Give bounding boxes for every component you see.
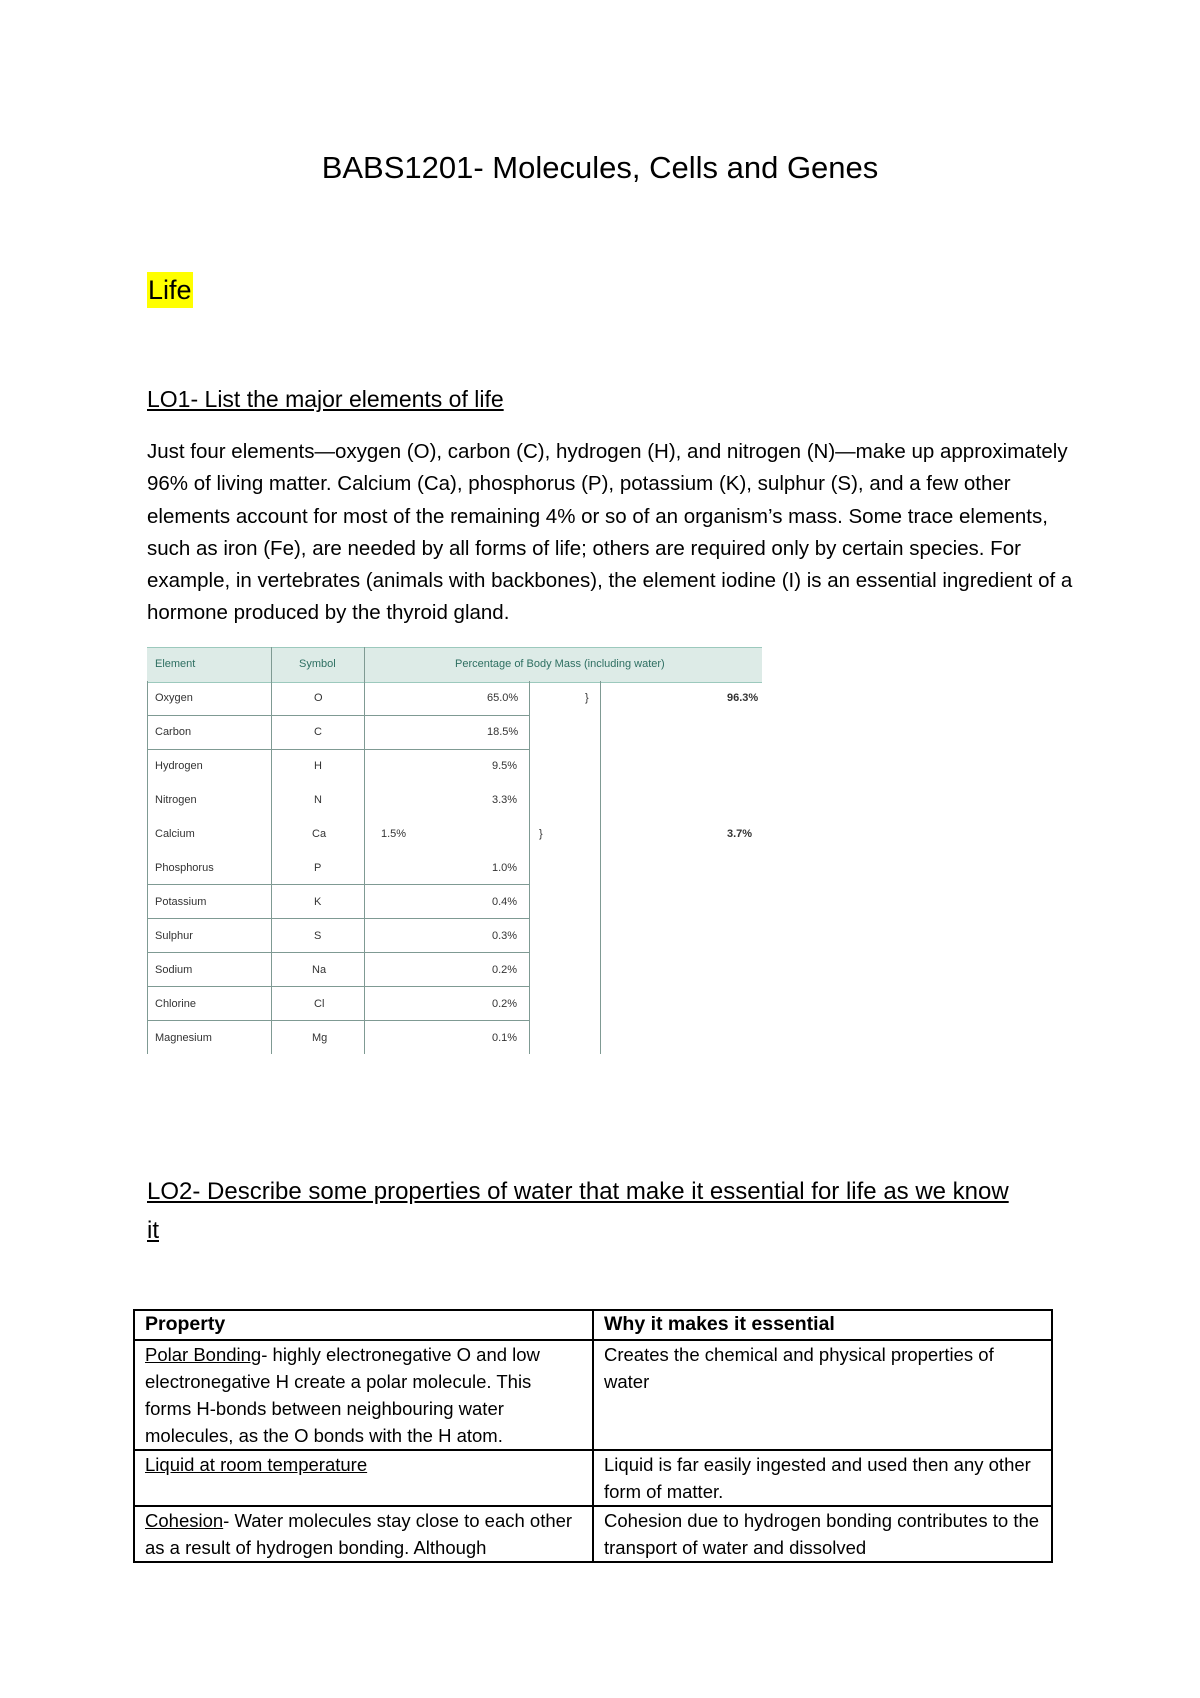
header-symbol: Symbol [299, 658, 336, 670]
element-symbol: S [314, 930, 322, 942]
table-row [134, 1340, 1052, 1450]
why-cell: Creates the chemical and physical properties of water [593, 1340, 1052, 1450]
element-symbol: N [314, 794, 322, 806]
grid-line [600, 681, 601, 1054]
element-name: Sulphur [155, 930, 193, 942]
why-cell: Liquid is far easily ingested and used then any other form of matter. [593, 1450, 1052, 1506]
why-text: Cohesion due to hydrogen bonding contributes to the transport of water and dissolved [604, 1510, 1040, 1558]
element-symbol: Ca [312, 828, 327, 840]
lo1-paragraph: Just four elements—oxygen (O), carbon (C), hydrogen (H), and nitrogen (N)—make up approximately 96% of living matter. Calcium (Ca), phosphorus (P), potassium (K), sulphur (S), and a few other elements account for most of the remaining 4% or so of an organism’s mass. Some trace elements, such as iron (Fe), are needed by all forms of life; others are required only by certain species. For example, in vertebrates (animals with backbones), the element iodine (I) is an essential ingredient of a hormone produced by the thyroid gland. [147, 440, 1073, 625]
element-symbol: H [314, 760, 322, 772]
element-percent: 0.4% [492, 896, 518, 908]
element-name: Magnesium [155, 1032, 212, 1044]
element-symbol: K [314, 896, 322, 908]
lo1-heading: LO1- List the major elements of life [147, 386, 504, 412]
group-total-major: 96.3% [727, 692, 759, 704]
document-title: BABS1201- Molecules, Cells and Genes [321, 150, 879, 185]
element-symbol: Na [312, 964, 327, 976]
element-percent: 0.1% [492, 1032, 518, 1044]
property-name: Cohesion [145, 1510, 224, 1531]
grid-line [147, 681, 148, 1054]
grid-line [147, 884, 529, 885]
brace-icon: } [539, 828, 543, 840]
grid-line [271, 647, 272, 1054]
header-element: Element [155, 658, 196, 670]
property-name: Liquid at room temperature [145, 1454, 368, 1475]
header-percentage: Percentage of Body Mass (including water) [455, 658, 665, 670]
element-percent: 1.0% [492, 862, 518, 874]
element-percent: 0.3% [492, 930, 518, 942]
property-cell [134, 1450, 593, 1506]
grid-line [147, 1020, 529, 1021]
brace-icon: } [585, 692, 589, 704]
element-percent: 0.2% [492, 964, 518, 976]
element-name: Potassium [155, 896, 207, 908]
table-header-row [134, 1310, 1052, 1340]
table-row [134, 1450, 1052, 1506]
header-why-essential: Why it makes it essential [593, 1310, 1052, 1340]
element-percent: 1.5% [381, 828, 407, 840]
property-name: Polar Bonding [145, 1344, 262, 1365]
lo2-heading: LO2- Describe some properties of water that make it essential for life as we know it [147, 1178, 1009, 1244]
grid-line [147, 715, 529, 716]
water-properties-table [133, 1309, 1053, 1563]
element-name: Calcium [155, 828, 195, 840]
element-symbol: Cl [314, 998, 325, 1010]
element-symbol: Mg [312, 1032, 328, 1044]
element-percent: 3.3% [492, 794, 518, 806]
element-name: Oxygen [155, 692, 193, 704]
property-description: - highly electronegative O and low electronegative H create a polar molecule. This forms H-bonds between neighbouring water molecules, as the O bonds with the H atom. [145, 1344, 540, 1446]
grid-line [529, 681, 530, 1054]
grid-line [147, 749, 529, 750]
element-name: Chlorine [155, 998, 196, 1010]
element-name: Carbon [155, 726, 192, 738]
property-cell [134, 1340, 593, 1450]
group-total-minor: 3.7% [727, 828, 753, 840]
property-description: - Water molecules stay close to each other as a result of hydrogen bonding. Although [145, 1510, 573, 1558]
element-symbol: O [314, 692, 323, 704]
table-row [134, 1506, 1052, 1562]
element-percent: 18.5% [487, 726, 519, 738]
grid-line [364, 647, 365, 1054]
element-percent: 9.5% [492, 760, 518, 772]
section-heading-life: Life [147, 272, 193, 308]
elements-table-header [147, 647, 762, 683]
element-name: Sodium [155, 964, 193, 976]
grid-line [147, 918, 529, 919]
element-percent: 65.0% [487, 692, 519, 704]
element-name: Phosphorus [155, 862, 214, 874]
element-symbol: P [314, 862, 322, 874]
grid-line [147, 986, 529, 987]
element-name: Nitrogen [155, 794, 197, 806]
elements-table-figure [147, 647, 762, 1054]
element-percent: 0.2% [492, 998, 518, 1010]
element-name: Hydrogen [155, 760, 203, 772]
property-cell [134, 1506, 593, 1562]
header-property: Property [134, 1310, 593, 1340]
why-cell [593, 1506, 1052, 1562]
element-symbol: C [314, 726, 322, 738]
grid-line [147, 952, 529, 953]
